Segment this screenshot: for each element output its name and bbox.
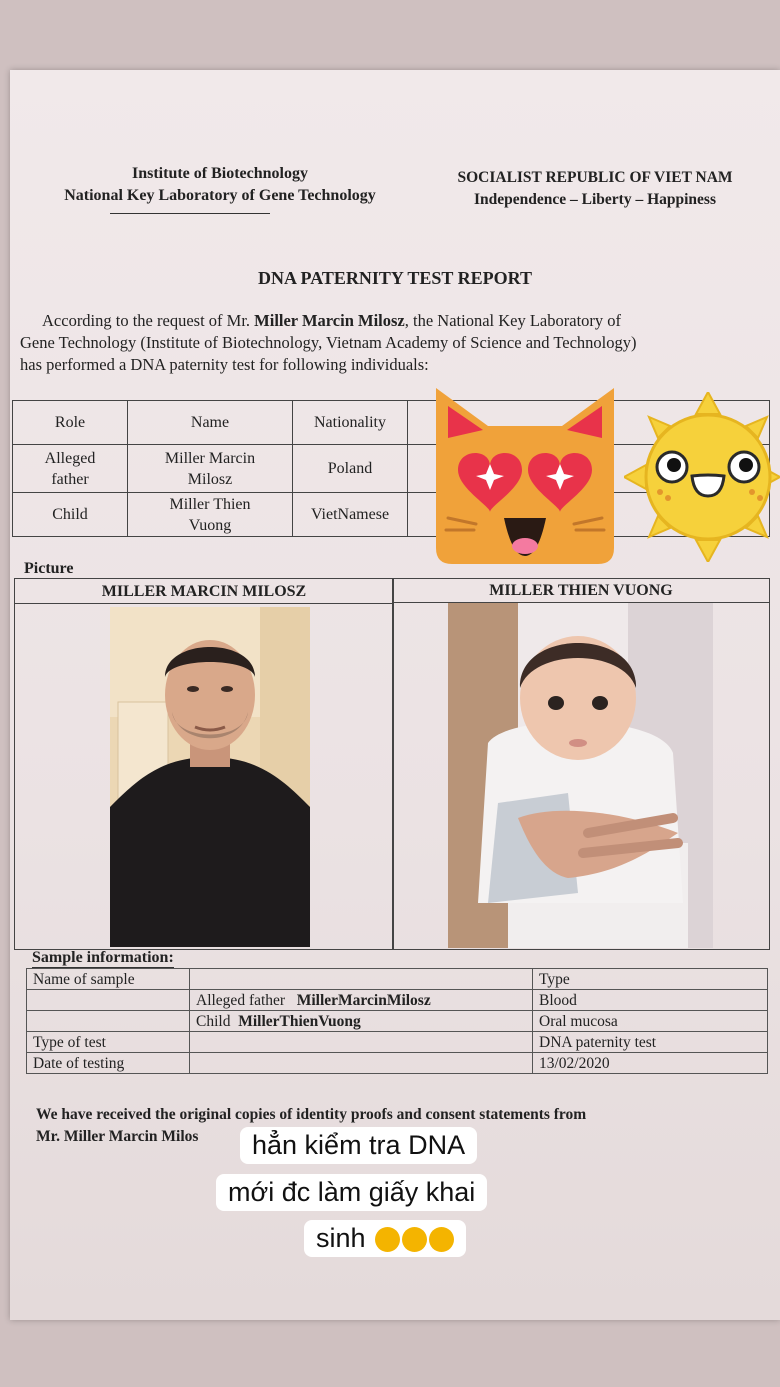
rofl-emoji bbox=[375, 1227, 400, 1252]
table-row bbox=[27, 1011, 768, 1032]
header-name: Name bbox=[128, 401, 293, 445]
table-row bbox=[27, 990, 768, 1011]
table-row bbox=[27, 1032, 768, 1053]
date-of-testing-label: Date of testing bbox=[27, 1053, 190, 1074]
name-line: Miller Thien bbox=[169, 495, 251, 513]
child-photo bbox=[448, 603, 713, 948]
caption-line3-box bbox=[304, 1220, 466, 1257]
row-name bbox=[128, 445, 293, 493]
sample-child-cell bbox=[190, 1011, 533, 1032]
father-sample-type: Blood bbox=[533, 990, 768, 1011]
father-sample-name: MillerMarcinMilosz bbox=[296, 991, 431, 1009]
name-line: Milosz bbox=[187, 470, 233, 488]
republic-header bbox=[430, 167, 760, 211]
sample-info-label: Sample information: bbox=[32, 949, 174, 966]
republic-line1: SOCIALIST REPUBLIC OF VIET NAM bbox=[457, 169, 733, 186]
intro-paragraph bbox=[20, 310, 770, 376]
institute-underline bbox=[110, 213, 270, 214]
header-role: Role bbox=[13, 401, 128, 445]
role-line: father bbox=[51, 470, 89, 488]
sample-empty-cell bbox=[27, 1011, 190, 1032]
report-title: DNA PATERNITY TEST REPORT bbox=[258, 268, 532, 288]
institute-line2: National Key Laboratory of Gene Technology bbox=[64, 187, 376, 204]
cat-heart-eyes-sticker[interactable] bbox=[428, 378, 622, 566]
table-row bbox=[27, 1053, 768, 1074]
sample-name-header: Name of sample bbox=[27, 969, 190, 990]
row-nationality: Poland bbox=[293, 445, 408, 493]
picture-box-father bbox=[14, 578, 394, 950]
child-sample-name: MillerThienVuong bbox=[238, 1012, 361, 1030]
row-nationality: VietNamese bbox=[293, 493, 408, 537]
caption-line1: hẳn kiểm tra DNA bbox=[240, 1127, 477, 1164]
father-picture-name: MILLER MARCIN MILOSZ bbox=[101, 583, 307, 600]
row-role: Child bbox=[13, 493, 128, 537]
footer-line2: Mr. Miller Marcin Milos bbox=[36, 1128, 199, 1145]
sample-empty-cell bbox=[190, 1032, 533, 1053]
sample-empty-cell bbox=[27, 990, 190, 1011]
intro-part1: According to the request of Mr. bbox=[42, 311, 255, 330]
sample-empty-cell bbox=[190, 969, 533, 990]
table-row bbox=[27, 969, 768, 990]
picture-label: Picture bbox=[24, 560, 74, 577]
father-role: Alleged father bbox=[196, 991, 286, 1009]
role-line: Alleged bbox=[44, 449, 96, 467]
child-role: Child bbox=[196, 1012, 231, 1030]
caption-line3: sinh bbox=[316, 1223, 366, 1253]
institute-line1: Institute of Biotechnology bbox=[132, 165, 308, 182]
footer-line1: We have received the original copies of identity proofs and consent statements from bbox=[36, 1106, 587, 1123]
name-line: Vuong bbox=[188, 516, 232, 534]
intro-line2: Gene Technology (Institute of Biotechnology, Vietnam Academy of Science and Technology) bbox=[20, 333, 637, 352]
sample-empty-cell bbox=[190, 1053, 533, 1074]
type-of-test-value: DNA paternity test bbox=[533, 1032, 768, 1053]
intro-requester: Miller Marcin Milosz bbox=[254, 311, 405, 330]
row-name bbox=[128, 493, 293, 537]
sample-father-cell bbox=[190, 990, 533, 1011]
header-nationality: Nationality bbox=[293, 401, 408, 445]
child-sample-type: Oral mucosa bbox=[533, 1011, 768, 1032]
sample-type-header: Type bbox=[533, 969, 768, 990]
row-role bbox=[13, 445, 128, 493]
name-line: Miller Marcin bbox=[164, 449, 256, 467]
picture-box-child bbox=[392, 578, 770, 950]
republic-line2: Independence – Liberty – Happiness bbox=[473, 191, 716, 208]
sample-table bbox=[26, 968, 768, 1074]
date-of-testing-value: 13/02/2020 bbox=[533, 1053, 768, 1074]
caption-line2: mới đc làm giấy khai bbox=[216, 1174, 487, 1211]
rofl-emoji bbox=[429, 1227, 454, 1252]
type-of-test-label: Type of test bbox=[27, 1032, 190, 1053]
rofl-emoji bbox=[402, 1227, 427, 1252]
intro-part2: , the National Key Laboratory of bbox=[404, 311, 622, 330]
intro-line3: has performed a DNA paternity test for following individuals: bbox=[20, 355, 429, 374]
sun-face-sticker[interactable] bbox=[624, 392, 780, 562]
child-picture-name: MILLER THIEN VUONG bbox=[489, 582, 673, 599]
father-photo bbox=[110, 607, 310, 947]
institute-header bbox=[20, 163, 420, 207]
